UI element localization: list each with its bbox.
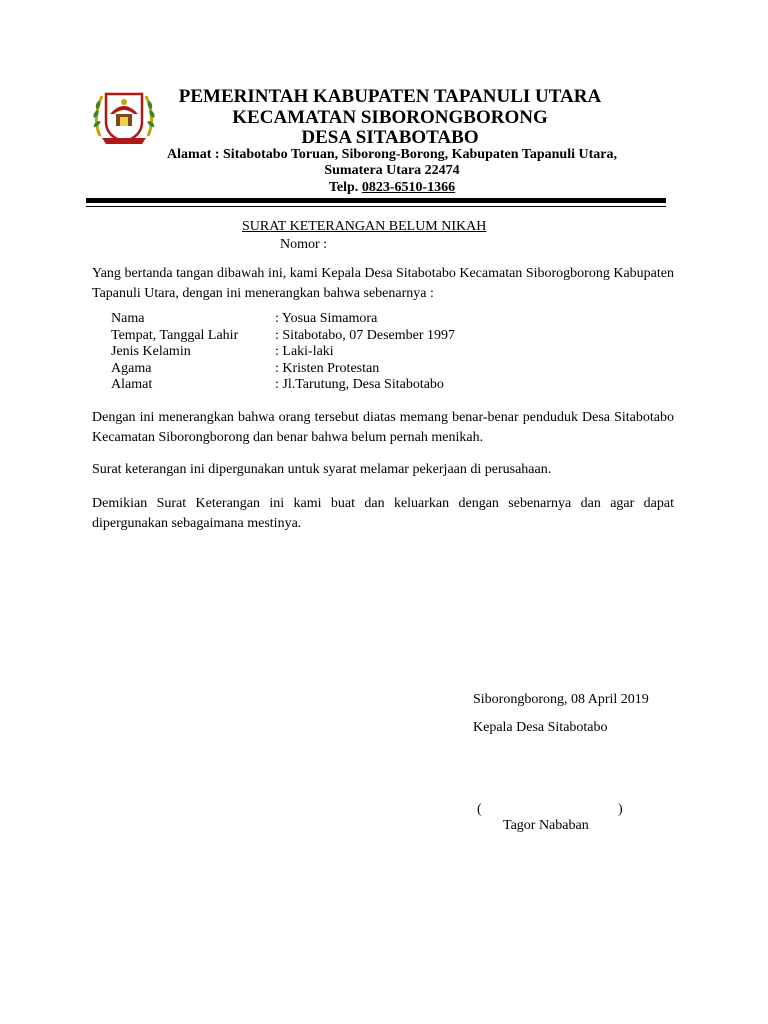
field-label: Jenis Kelamin [111,344,191,359]
field-label: Alamat [111,377,153,392]
field-value: : Yosua Simamora [275,311,378,326]
field-value: : Sitabotabo, 07 Desember 1997 [275,327,456,343]
field-row-birth [111,328,455,345]
statement-paragraph: Dengan ini menerangkan bahwa orang tersebut diatas memang benar-benar penduduk Desa Sitabotabo Kecamatan Siborongborong dan benar bahwa belum pernah menikah. [92,410,674,445]
field-row-name [111,311,455,328]
letterhead-village: DESA SITABOTABO [301,127,479,148]
signature-place-date: Siborongborong, 08 April 2019 [473,692,649,707]
field-value: : Kristen Protestan [275,360,380,376]
signature-paren-open: ( [477,802,482,817]
letterhead-subdistrict: KECAMATAN SIBORONGBORONG [232,107,548,128]
closing-paragraph: Demikian Surat Keterangan ini kami buat dan keluarkan dengan sebenarnya dan agar dapat dipergunakan sebagaimana mestinya. [92,496,674,531]
field-value: : Laki-laki [275,344,334,359]
phone-label: Telp. [328,180,362,195]
person-details [111,311,455,394]
letter-title: SURAT KETERANGAN BELUM NIKAH [242,219,487,234]
letterhead-phone [8,180,768,196]
field-label: Tempat, Tanggal Lahir [111,327,239,343]
letterhead-government: PEMERINTAH KABUPATEN TAPANULI UTARA [178,86,602,107]
field-label: Nama [111,311,145,326]
field-row-religion [111,361,455,378]
field-label: Agama [111,360,152,376]
field-row-address [111,377,455,394]
field-value: : Jl.Tarutung, Desa Sitabotabo [275,377,444,392]
letterhead-divider-thick [86,198,666,203]
letterhead-address: Alamat : Sitabotabo Toruan, Siborong-Borong, Kabupaten Tapanuli Utara, [167,147,617,162]
signature-position: Kepala Desa Sitabotabo [473,720,608,735]
field-row-gender [111,344,455,361]
letter-number: Nomor : [280,237,328,252]
letterhead-province: Sumatera Utara 22474 [324,163,460,178]
phone-number: 0823-6510-1366 [361,180,456,195]
intro-paragraph: Yang bertanda tangan dibawah ini, kami Kepala Desa Sitabotabo Kecamatan Siborogborong Kabupaten Tapanuli Utara, dengan ini menerangkan bahwa sebenarnya : [92,266,674,301]
signer-name: Tagor Nababan [503,818,589,833]
letterhead-divider-thin [86,206,666,207]
purpose-paragraph: Surat keterangan ini dipergunakan untuk syarat melamar pekerjaan di perusahaan. [92,462,552,477]
signature-paren-close: ) [618,802,623,817]
